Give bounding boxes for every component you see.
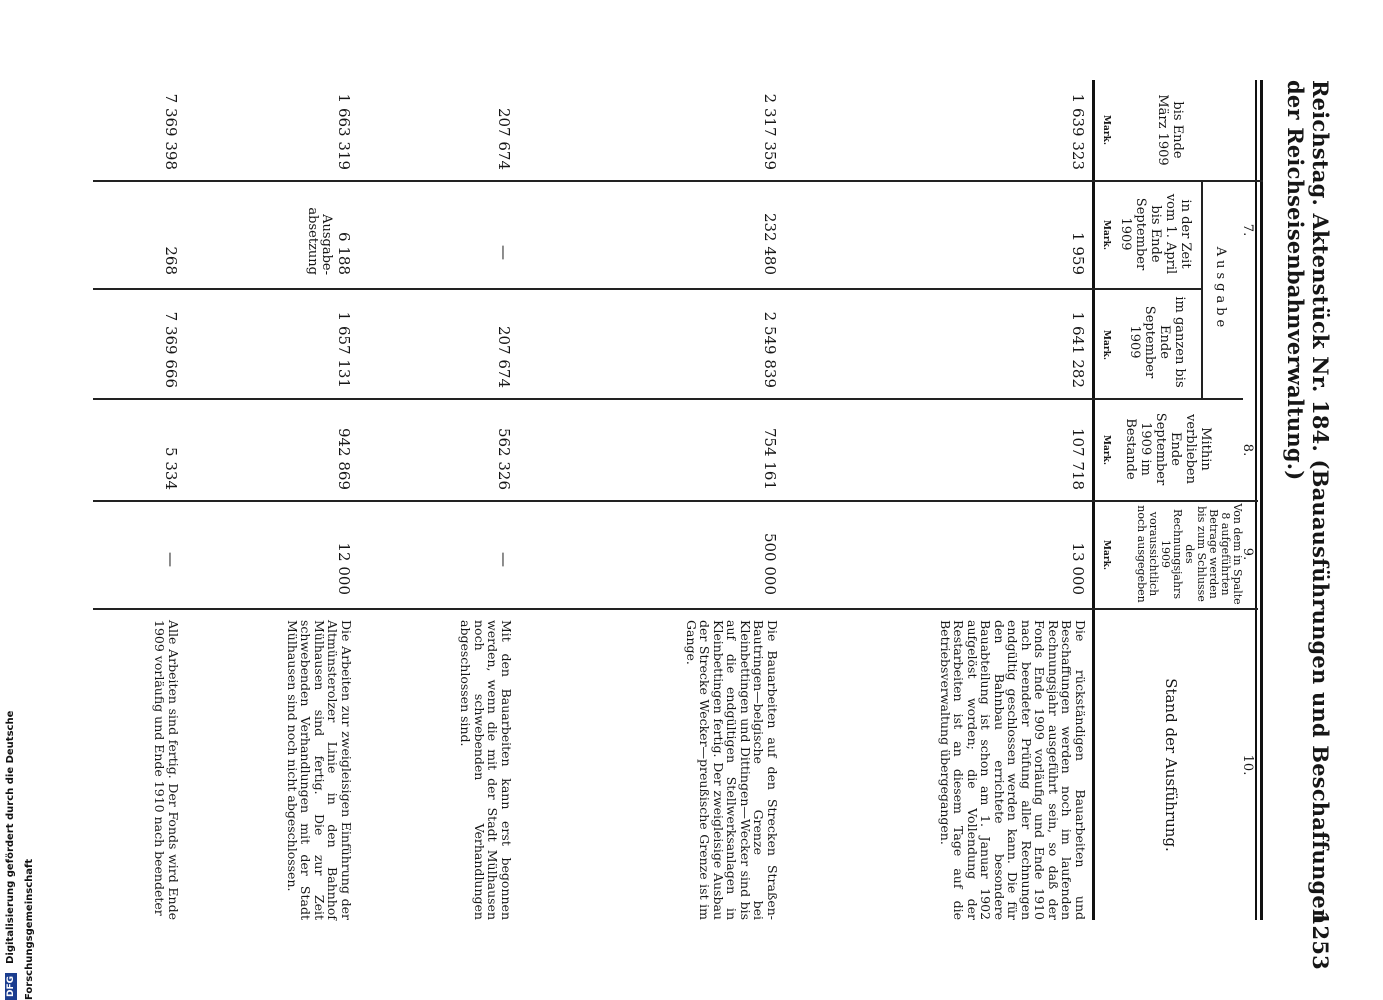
row5-april-sept: 268 xyxy=(162,246,180,275)
running-head xyxy=(1283,80,1333,970)
header-mithin-verblieben: Mithin verblieben Ende September 1909 im Bestande xyxy=(1123,412,1213,486)
col-line-5 xyxy=(93,608,1258,610)
row2-noch-ausgegeben: 500 000 xyxy=(761,532,779,595)
row1-bis-maerz: 1 639 323 xyxy=(1069,93,1087,170)
header-ausgabe: Ausgabe xyxy=(1213,246,1228,332)
row3-im-ganzen: 207 674 xyxy=(495,325,513,388)
row4-noch-ausgegeben: 12 000 xyxy=(335,542,353,595)
row1-im-ganzen: 1 641 282 xyxy=(1069,311,1087,388)
row3-noch-ausgegeben: — xyxy=(495,552,513,567)
row1-remark: Die rückständigen Bauarbeiten und Beschaffungen werden noch im laufenden Rechnungsjahr ausgeführt sein, so daß der Fonds Ende 1909 vorläufig und Ende 1910 nach beendeter Prüfung aller Rechnungen endgültig geschlossen werden kann. Die für den Bahnbau errichtete besondere Bauabteilung ist schon am 1. Januar 1902 aufgelöst worden; die Vollendung der Restarbeiten ist an diesem Tage auf die Betriebsverwaltung übergegangen. xyxy=(938,620,1088,920)
unit-col-bis-maerz: Mark. xyxy=(1101,115,1111,145)
ausgabe-under-rule xyxy=(1202,180,1204,398)
header-von-dem: Von dem in Spalte 8 aufgeführten Betrage werden bis zum Schlusse des Rechnungsjahrs 1909 voraussichtlich noch ausgegeben xyxy=(1135,503,1244,605)
row1-noch-ausgegeben: 13 000 xyxy=(1069,542,1087,595)
row4-april-sept: 6 188 xyxy=(335,232,353,275)
row2-remark: Die Bauarbeiten auf den Strecken Straßen-Bautringen—belgische Grenze bei Kleinbettingen und Dittingen—Wecker sind bis auf die endgültigen Stellwerksanlagen in Kleinbettingen fertig. Der zweigleisige Ausbau der Strecke Wecker—preußische Grenze ist im Gange. xyxy=(684,620,780,920)
dfg-footer xyxy=(0,600,35,1000)
row3-april-sept: — xyxy=(495,245,513,260)
row5-im-ganzen: 7 369 666 xyxy=(162,311,180,388)
row4-ausgabeabsetzung-note: Ausgabe-absetzung xyxy=(305,207,334,275)
row2-bis-maerz: 2 317 359 xyxy=(761,93,779,170)
row4-remark: Die Arbeiten zur zweigleisigen Einführung der Altmünsterolzer Linie in den Bahnhof Mülhausen sind fertig. Die zur Zeit schwebenden Verhandlungen mit der Stadt Mülhausen sind noch nicht abgeschlossen. xyxy=(285,620,354,920)
header-in-der-zeit: in der Zeit vom 1. April bis Ende September 1909 xyxy=(1118,193,1193,275)
header-bis-ende-maerz: bis Ende März 1909 xyxy=(1155,94,1185,166)
row2-april-sept: 232 480 xyxy=(761,212,779,275)
row1-april-sept: 1 959 xyxy=(1069,232,1087,275)
row4-bestand: 942 869 xyxy=(335,427,353,490)
column-number-7: 7. xyxy=(1240,223,1255,237)
top-double-rule xyxy=(1260,80,1263,920)
column-number-9: 9. xyxy=(1240,547,1255,561)
row5-bis-maerz: 7 369 398 xyxy=(162,93,180,170)
running-head-title: Reichstag. Aktenstück Nr. 184. (Bauausführungen und Beschaffungen der Reichseisenbahnverwaltung.) xyxy=(1283,80,1333,925)
row3-bestand: 562 326 xyxy=(495,427,513,490)
dfg-logo: DFG xyxy=(5,973,17,1000)
column-number-10: 10. xyxy=(1240,754,1255,776)
row2-im-ganzen: 2 549 839 xyxy=(761,311,779,388)
header-stand-der-ausfuehrung: Stand der Ausführung. xyxy=(1162,678,1180,852)
unit-col-bestand: Mark. xyxy=(1101,435,1111,465)
row5-remark: Alle Arbeiten sind fertig. Der Fonds wird Ende 1909 vorläufig und Ende 1910 nach beendeter xyxy=(152,620,181,920)
row4-bis-maerz: 1 663 319 xyxy=(335,93,353,170)
row5-bestand: 5 334 xyxy=(162,447,180,490)
header-im-ganzen: im ganzen bis Ende September 1909 xyxy=(1127,296,1187,388)
col-line-4 xyxy=(93,500,1258,502)
col-line-1 xyxy=(93,180,1263,182)
column-number-8: 8. xyxy=(1240,443,1255,457)
row4-im-ganzen: 1 657 131 xyxy=(335,311,353,388)
unit-col-april-sept: Mark. xyxy=(1101,220,1111,250)
row3-remark: Mit den Bauarbeiten kann erst begonnen werden, wenn die mit der Stadt Mülhausen noch schwebenden Verhandlungen abgeschlossen sind. xyxy=(458,620,514,920)
row3-bis-maerz: 207 674 xyxy=(495,107,513,170)
col-line-3 xyxy=(93,398,1243,400)
page-number: 1253 xyxy=(1308,910,1333,970)
row1-bestand: 107 718 xyxy=(1069,427,1087,490)
col-line-2 xyxy=(93,288,1203,290)
unit-col-im-ganzen: Mark. xyxy=(1101,330,1111,360)
unit-col-noch-ausgegeben: Mark. xyxy=(1101,540,1111,570)
dfg-footer-text: Digitalisierung gefördert durch die Deutsche Forschungsgemeinschaft xyxy=(5,710,35,1000)
row2-bestand: 754 161 xyxy=(761,427,779,490)
row5-noch-ausgegeben: — xyxy=(162,552,180,567)
